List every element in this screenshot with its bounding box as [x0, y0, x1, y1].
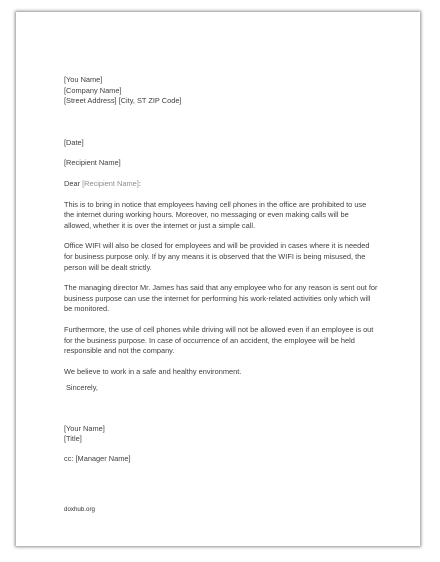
salutation-recipient: [Recipient Name] — [82, 178, 139, 188]
body-line: Office WIFI will also be closed for employees and will be provided in cases where it is needed — [64, 241, 370, 251]
body-paragraph-4 — [64, 325, 384, 357]
signature-name: [Your Name] — [64, 423, 105, 433]
body-line: We believe to work in a safe and healthy environment. — [64, 366, 242, 376]
body-line: be monitored. — [64, 304, 110, 314]
body-paragraph-1 — [64, 200, 384, 232]
body-line: This is to bring in notice that employees having cell phones in the office are prohibited to use — [64, 199, 367, 209]
sender-name: [You Name] — [64, 75, 103, 84]
body-line: for the business purpose. In case of occurrence of an accident, the employee will be held — [64, 335, 355, 345]
body-paragraph-5 — [64, 367, 384, 378]
salutation — [64, 179, 384, 190]
sender-address: [Street Address] [City, ST ZIP Code] — [64, 96, 182, 106]
site-watermark: doxhub.org — [64, 506, 95, 513]
body-line: Furthermore, the use of cell phones while driving will not be allowed even if an employee is out — [64, 324, 374, 334]
letter-page — [16, 12, 420, 546]
body-line: responsible and not the company. — [64, 346, 175, 356]
body-line: The managing director Mr. James has said that any employee who for any reason is sent out for — [64, 283, 378, 293]
closing: Sincerely, — [66, 383, 98, 393]
body-line: the internet during working hours. Moreover, no messaging or even making calls will be — [64, 210, 349, 220]
body-line: person will be dealt strictly. — [64, 262, 152, 272]
body-line: business purpose can use the internet for performing his work-related activities only which will — [64, 293, 371, 303]
salutation-suffix: : — [138, 178, 141, 188]
salutation-prefix: Dear — [64, 178, 83, 188]
letter-date: [Date] — [64, 137, 84, 147]
body-paragraph-3 — [64, 283, 384, 315]
body-line: allowed, whether it is over the internet or just a simple call. — [64, 220, 256, 230]
sender-block — [64, 75, 384, 107]
letter-content — [64, 75, 384, 465]
cc-line: cc: [Manager Name] — [64, 454, 131, 464]
sender-company: [Company Name] — [64, 85, 122, 95]
body-line: for business purpose only. If by any means it is observed that the WIFI is being misused, the — [64, 251, 366, 261]
signature-title: [Title] — [64, 434, 82, 444]
body-paragraph-2 — [64, 241, 384, 273]
recipient-name: [Recipient Name] — [64, 158, 121, 168]
